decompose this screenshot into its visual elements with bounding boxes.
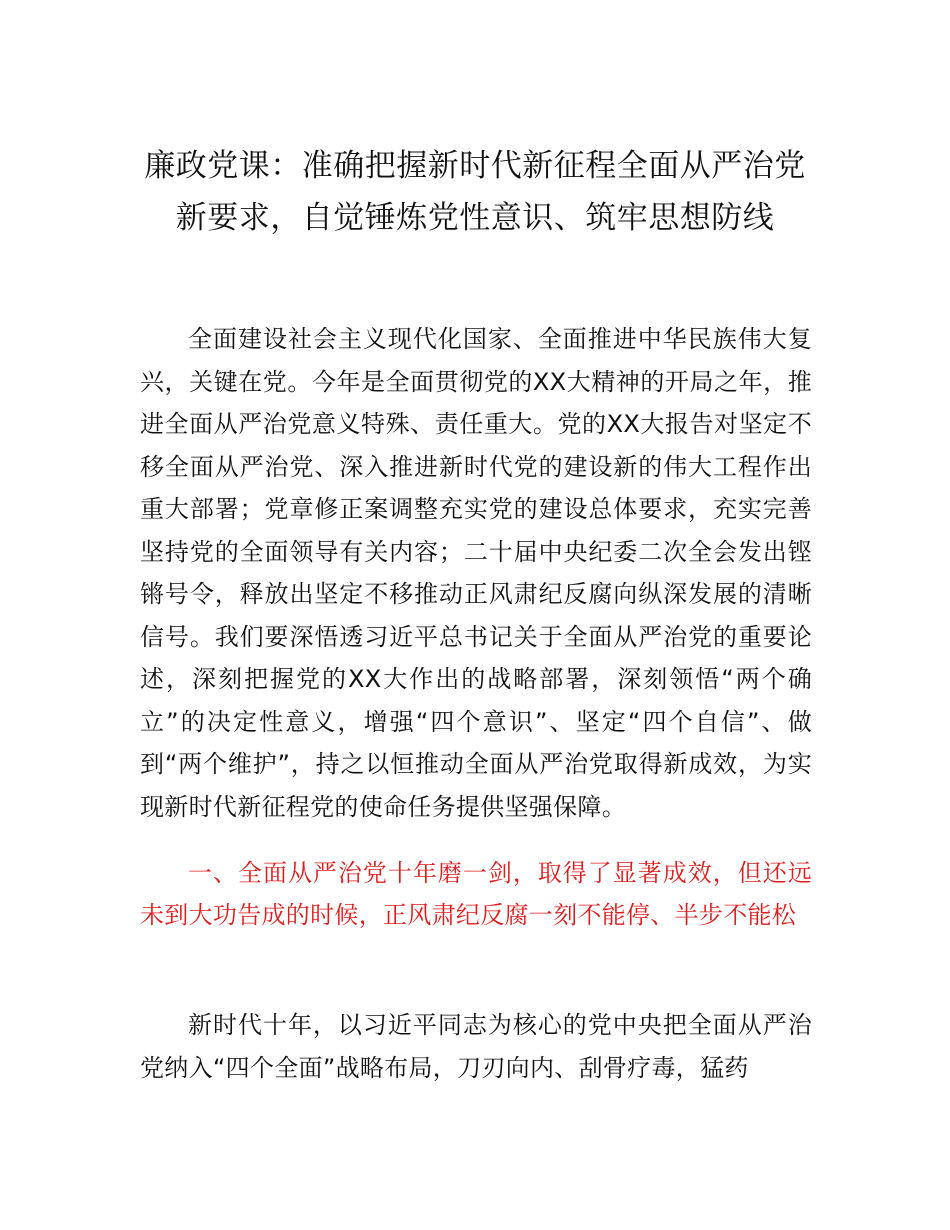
document-title: 廉政党课：准确把握新时代新征程全面从严治党新要求，自觉锤炼党性意识、筑牢思想防线	[144, 148, 806, 236]
intro-paragraph: 全面建设社会主义现代化国家、全面推进中华民族伟大复兴，关键在党。今年是全面贯彻党的XX大精神的开局之年，推进全面从严治党意义特殊、责任重大。党的XX大报告对坚定不移全面从严治党、深入推进新时代党的建设新的伟大工程作出重大部署；党章修正案调整充实党的建设总体要求，充实完善坚持党的全面领导有关内容；二十届中央纪委二次全会发出铿锵号令，释放出坚定不移推动正风肃纪反腐向纵深发展的清晰信号。我们要深悟透习近平总书记关于全面从严治党的重要论述，深刻把握党的XX大作出的战略部署，深刻领悟“两个确立”的决定性意义，增强“四个意识”、坚定“四个自信”、做到“两个维护”，持之以恒推动全面从严治党取得新成效，为实现新时代新征程党的使命任务提供坚强保障。	[140, 325, 812, 821]
section-1-paragraph: 新时代十年，以习近平同志为核心的党中央把全面从严治党纳入“四个全面”战略布局，刀刃向内、刮骨疗毒，猛药	[140, 1011, 812, 1082]
section-heading-1: 一、全面从严治党十年磨一剑，取得了显著成效，但还远未到大功告成的时候，正风肃纪反腐一刻不能停、半步不能松	[140, 859, 812, 929]
